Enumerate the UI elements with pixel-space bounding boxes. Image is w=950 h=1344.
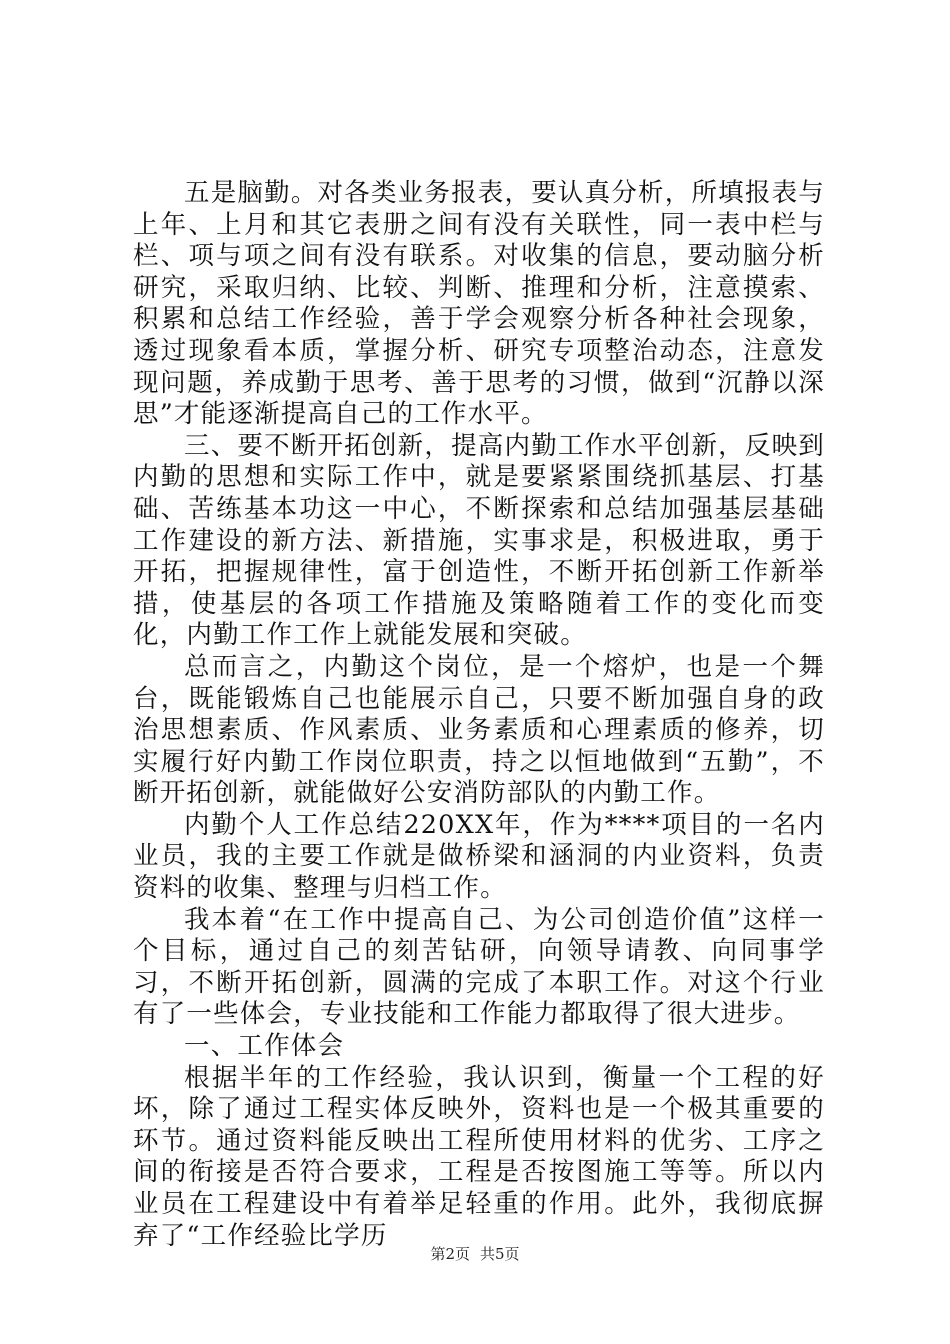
paragraph-brain-diligence: 五是脑勤。对各类业务报表，要认真分析，所填报表与上年、上月和其它表册之间有没有关联性，同一表中栏与栏、项与项之间有没有联系。对收集的信息，要动脑分析研究，采取归纳、比较、判断、推理和分析，注意摸索、积累和总结工作经验，善于学会观察分析各种社会现象，透过现象看本质，掌握分析、研究专项整治动态，注意发现问题，养成勤于思考、善于思考的习惯，做到“沉静以深思”才能逐渐提高自己的工作水平。 (133, 178, 825, 430)
paragraph-experience: 根据半年的工作经验，我认识到，衡量一个工程的好坏，除了通过工程实体反映外，资料也是一个极其重要的环节。通过资料能反映出工程所使用材料的优劣、工序之间的衔接是否符合要求，工程是否按图施工等等。所以内业员在工程建设中有着举足轻重的作用。此外，我彻底摒弃了“工作经验比学历 (133, 1062, 825, 1251)
paragraph-summary-intro: 内勤个人工作总结220XX年，作为****项目的一名内业员，我的主要工作就是做桥梁和涵洞的内业资料，负责资料的收集、整理与归档工作。 (133, 809, 825, 904)
page-number: 第2页 (430, 1245, 470, 1263)
page-footer (0, 1244, 950, 1264)
paragraph-goal: 我本着“在工作中提高自己、为公司创造价值”这样一个目标，通过自己的刻苦钻研，向领导请教、向同事学习，不断开拓创新，圆满的完成了本职工作。对这个行业有了一些体会，专业技能和工作能力都取得了很大进步。 (133, 904, 825, 1030)
section-heading-work-experience: 一、工作体会 (184, 1031, 345, 1062)
paragraph-conclusion: 总而言之，内勤这个岗位，是一个熔炉，也是一个舞台，既能锻炼自己也能展示自己，只要不断加强自身的政治思想素质、作风素质、业务素质和心理素质的修养，切实履行好内勤工作岗位职责，持之以恒地做到“五勤”，不断开拓创新，就能做好公安消防部队的内勤工作。 (133, 651, 825, 809)
document-body (133, 178, 825, 1252)
page-total: 共5页 (480, 1245, 520, 1263)
paragraph-innovation: 三、要不断开拓创新，提高内勤工作水平创新，反映到内勤的思想和实际工作中，就是要紧紧围绕抓基层、打基础、苦练基本功这一中心，不断探索和总结加强基层基础工作建设的新方法、新措施，实事求是，积极进取，勇于开拓，把握规律性，富于创造性，不断开拓创新工作新举措，使基层的各项工作措施及策略随着工作的变化而变化，内勤工作工作上就能发展和突破。 (133, 430, 825, 651)
